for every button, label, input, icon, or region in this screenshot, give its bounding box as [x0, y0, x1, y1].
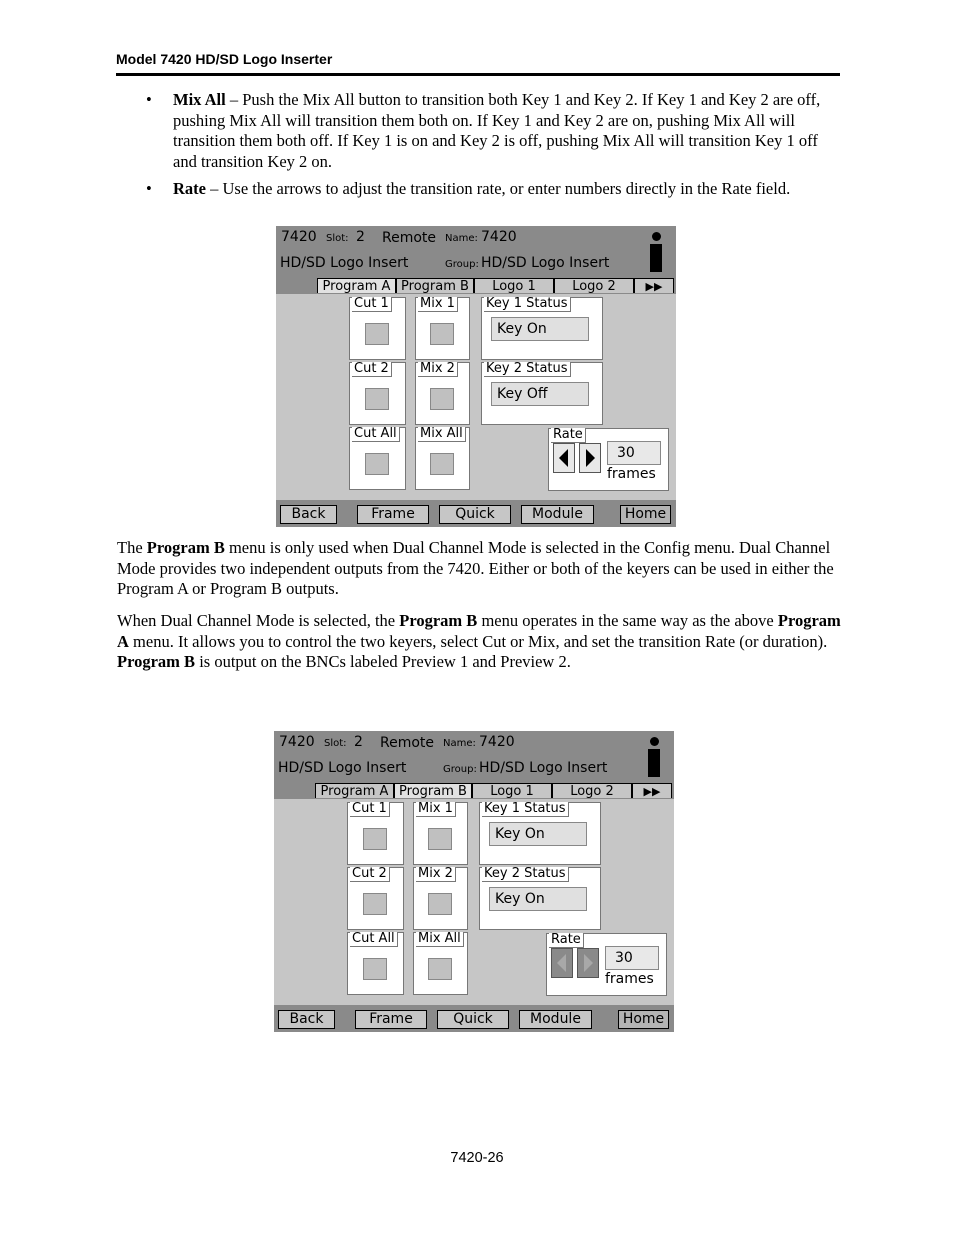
- group-name: HD/SD Logo Insert: [481, 255, 610, 271]
- key-2-status-value: Key Off: [491, 382, 589, 406]
- para-bold: Program B: [117, 652, 196, 672]
- device-name: 7420: [479, 734, 515, 750]
- home-button[interactable]: Home: [620, 505, 671, 524]
- tab-program-a[interactable]: Program A: [317, 278, 396, 293]
- tab-bar: [274, 783, 674, 799]
- quick-button[interactable]: Quick: [437, 1010, 509, 1029]
- key-1-status-box: [479, 802, 601, 865]
- rate-decrease-button[interactable]: [553, 443, 575, 473]
- arrow-right-icon: [578, 949, 598, 977]
- mix-1-indicator: [430, 323, 454, 345]
- paragraph-program-b-detail: [117, 611, 842, 673]
- module-button[interactable]: Module: [519, 1010, 592, 1029]
- cut-1-button[interactable]: [347, 802, 404, 865]
- bullet-text: – Use the arrows to adjust the transition rate, or enter numbers directly in the Rate field.: [205, 179, 791, 198]
- tab-program-b[interactable]: Program B: [394, 783, 472, 798]
- panel-title-bar: [274, 731, 674, 783]
- quick-button[interactable]: Quick: [439, 505, 511, 524]
- frame-button[interactable]: Frame: [355, 1010, 427, 1029]
- tab-bar: [276, 278, 676, 294]
- rate-box: [548, 428, 669, 491]
- bullet-text: – Push the Mix All button to transition both Key 1 and Key 2. If Key 1 and Key 2 are off, pushing Mix All will transition them both on. If Key 1 and Key 2 are on, pushing Mix All will transition them both off. If Key 1 is on and Key 2 is off, pushing Mix All will transition Key 1 off and transition Key 2 on.: [173, 90, 821, 172]
- info-icon[interactable]: [646, 232, 666, 272]
- key-1-status-label: Key 1 Status: [484, 297, 571, 312]
- para-bold: Program B: [146, 538, 225, 557]
- slot-number: 2: [354, 734, 363, 750]
- bottom-bar: [276, 500, 676, 527]
- rate-label: Rate: [549, 933, 584, 948]
- info-icon[interactable]: [644, 737, 664, 777]
- para-bold: Program B: [399, 611, 478, 630]
- name-label: Name:: [443, 738, 476, 749]
- cut-2-indicator: [365, 388, 389, 410]
- mix-2-indicator: [430, 388, 454, 410]
- rate-box: [546, 933, 667, 996]
- cut-all-indicator: [363, 958, 387, 980]
- model-number: 7420: [281, 229, 317, 245]
- mix-1-button[interactable]: [413, 802, 468, 865]
- mix-2-button[interactable]: [413, 867, 468, 930]
- key-2-status-value: Key On: [489, 887, 587, 911]
- mix-2-indicator: [428, 893, 452, 915]
- cut-2-button[interactable]: [349, 362, 406, 425]
- tab-logo-2[interactable]: Logo 2: [554, 278, 634, 293]
- more-tabs-icon[interactable]: ▶▶: [632, 783, 672, 798]
- tab-logo-2[interactable]: Logo 2: [552, 783, 632, 798]
- mix-all-button[interactable]: [415, 427, 470, 490]
- rate-input[interactable]: 30: [607, 441, 661, 465]
- para-text: The: [117, 538, 147, 557]
- cut-all-label: Cut All: [350, 932, 398, 947]
- mix-all-button[interactable]: [413, 932, 468, 995]
- cut-1-indicator: [365, 323, 389, 345]
- mix-1-indicator: [428, 828, 452, 850]
- more-tabs-icon[interactable]: ▶▶: [634, 278, 674, 293]
- key-1-status-value: Key On: [491, 317, 589, 341]
- para-text: When Dual Channel Mode is selected, the: [117, 611, 400, 630]
- bullet-mix-all: [173, 90, 843, 173]
- arrow-left-icon: [554, 444, 574, 472]
- slot-label: Slot:: [326, 233, 349, 244]
- rate-unit: frames: [607, 466, 656, 482]
- slot-number: 2: [356, 229, 365, 245]
- slot-label: Slot:: [324, 738, 347, 749]
- mix-all-indicator: [430, 453, 454, 475]
- back-button[interactable]: Back: [278, 1010, 335, 1029]
- bullet-marker: •: [146, 90, 152, 109]
- para-text: menu operates in the same way as the above: [477, 611, 778, 630]
- cut-all-indicator: [365, 453, 389, 475]
- para-bold: Program A: [117, 611, 841, 651]
- cut-1-label: Cut 1: [350, 802, 390, 817]
- tab-logo-1[interactable]: Logo 1: [472, 783, 552, 798]
- frame-button[interactable]: Frame: [357, 505, 429, 524]
- rate-input[interactable]: 30: [605, 946, 659, 970]
- remote-status: Remote: [382, 230, 437, 246]
- arrow-right-icon: [580, 444, 600, 472]
- key-1-status-value: Key On: [489, 822, 587, 846]
- mix-1-label: Mix 1: [418, 297, 458, 312]
- device-panel-program-b: [274, 731, 674, 1032]
- bottom-bar: [274, 1005, 674, 1032]
- key-1-status-box: [481, 297, 603, 360]
- module-button[interactable]: Module: [521, 505, 594, 524]
- tab-program-b[interactable]: Program B: [396, 278, 474, 293]
- bullet-marker: •: [146, 179, 152, 198]
- rate-unit: frames: [605, 971, 654, 987]
- rate-increase-button[interactable]: [579, 443, 601, 473]
- mix-1-label: Mix 1: [416, 802, 456, 817]
- group-label: Group:: [443, 764, 477, 775]
- mix-2-label: Mix 2: [418, 362, 458, 377]
- model-number: 7420: [279, 734, 315, 750]
- cut-2-label: Cut 2: [350, 867, 390, 882]
- key-1-status-label: Key 1 Status: [482, 802, 569, 817]
- module-name: HD/SD Logo Insert: [280, 255, 409, 271]
- mix-all-indicator: [428, 958, 452, 980]
- group-name: HD/SD Logo Insert: [479, 760, 608, 776]
- name-label: Name:: [445, 233, 478, 244]
- cut-all-button[interactable]: [349, 427, 406, 490]
- device-name: 7420: [481, 229, 517, 245]
- para-text: menu. It allows you to control the two keyers, select Cut or Mix, and set the transition Rate (or duration).: [128, 631, 828, 651]
- cut-1-indicator: [363, 828, 387, 850]
- cut-all-button[interactable]: [347, 932, 404, 995]
- bullet-rate: [173, 179, 843, 200]
- key-2-status-box: [479, 867, 601, 930]
- arrow-left-icon: [552, 949, 572, 977]
- cut-2-button[interactable]: [347, 867, 404, 930]
- key-2-status-label: Key 2 Status: [484, 362, 571, 377]
- mix-all-label: Mix All: [418, 427, 466, 442]
- para-text: is output on the BNCs labeled Preview 1 and Preview 2.: [195, 652, 571, 672]
- module-name: HD/SD Logo Insert: [278, 760, 407, 776]
- mix-all-label: Mix All: [416, 932, 464, 947]
- tab-program-a[interactable]: Program A: [315, 783, 394, 798]
- header-rule: [116, 73, 840, 76]
- page-number: 7420-26: [450, 1150, 504, 1166]
- cut-1-button[interactable]: [349, 297, 406, 360]
- home-button[interactable]: Home: [618, 1010, 669, 1029]
- device-panel-program-a: [276, 226, 676, 527]
- rate-decrease-button[interactable]: [551, 948, 573, 978]
- mix-1-button[interactable]: [415, 297, 470, 360]
- group-label: Group:: [445, 259, 479, 270]
- cut-2-label: Cut 2: [352, 362, 392, 377]
- tab-logo-1[interactable]: Logo 1: [474, 278, 554, 293]
- cut-all-label: Cut All: [352, 427, 400, 442]
- mix-2-button[interactable]: [415, 362, 470, 425]
- para-text: menu is only used when Dual Channel Mode is selected in the Config menu. Dual Channel Mode provides two independent outputs from the 7420. Either or both of the keyers can be used in either the Program A or Program B outputs.: [117, 538, 834, 599]
- panel-title-bar: [276, 226, 676, 278]
- paragraph-program-b-intro: [117, 538, 842, 600]
- rate-label: Rate: [551, 428, 586, 443]
- running-header: Model 7420 HD/SD Logo Inserter: [116, 51, 333, 67]
- remote-status: Remote: [380, 735, 435, 751]
- bullet-term: Mix All: [173, 90, 226, 109]
- key-2-status-label: Key 2 Status: [482, 867, 569, 882]
- cut-1-label: Cut 1: [352, 297, 392, 312]
- rate-increase-button[interactable]: [577, 948, 599, 978]
- back-button[interactable]: Back: [280, 505, 337, 524]
- mix-2-label: Mix 2: [416, 867, 456, 882]
- key-2-status-box: [481, 362, 603, 425]
- cut-2-indicator: [363, 893, 387, 915]
- bullet-term: Rate: [173, 179, 206, 198]
